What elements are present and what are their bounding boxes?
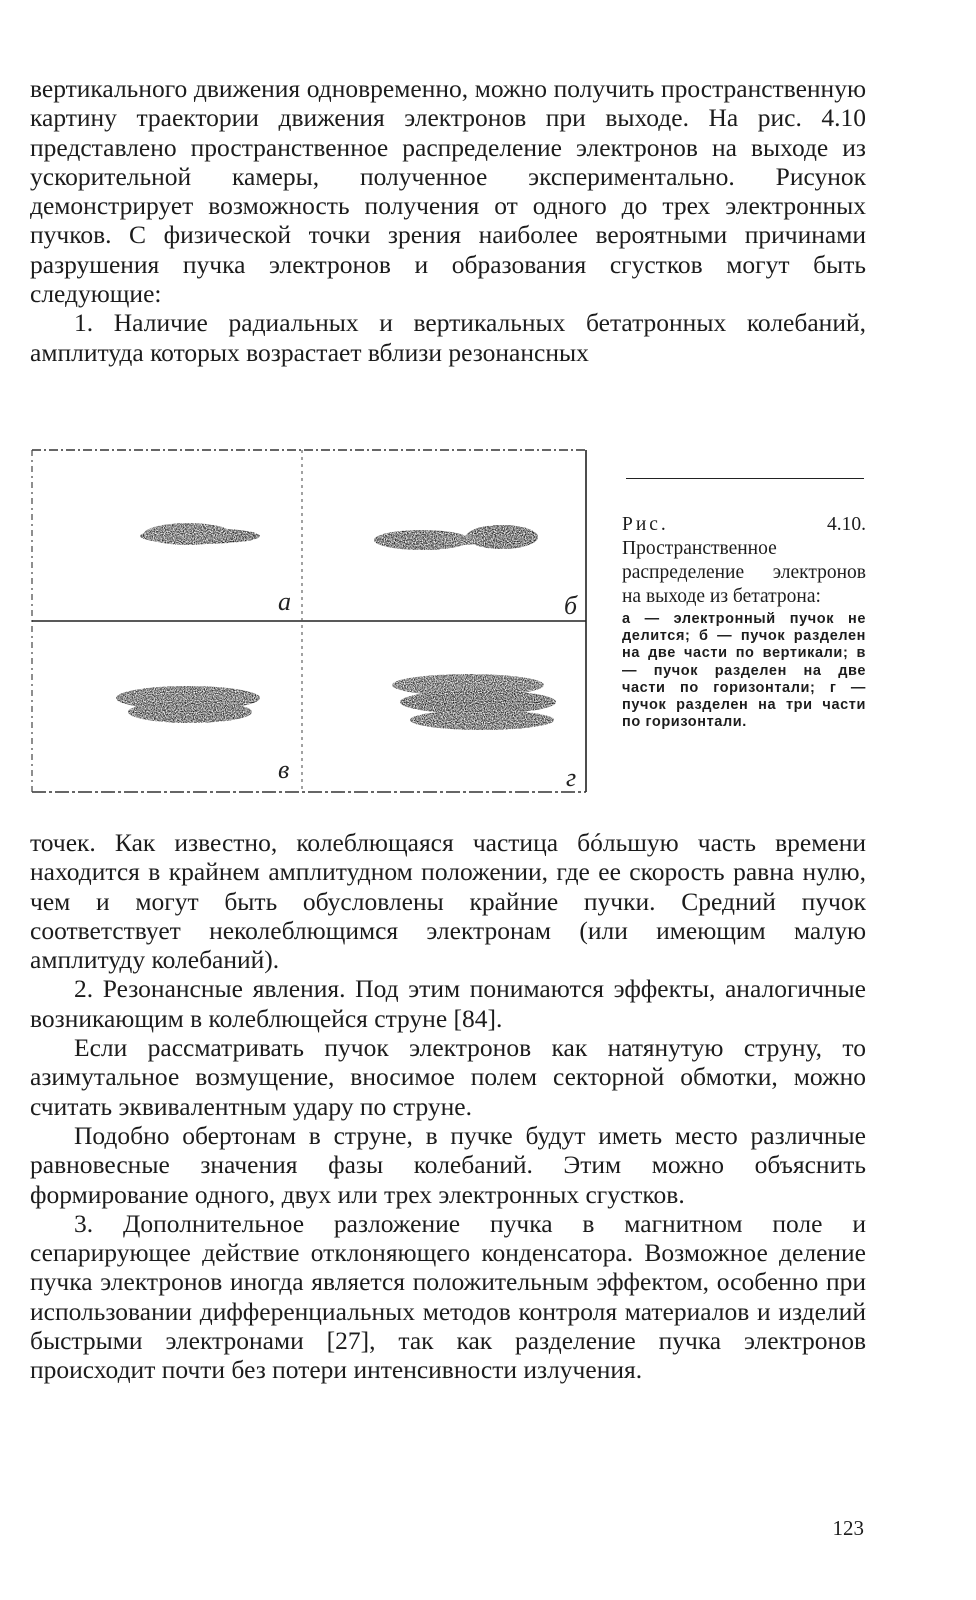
beam-panel-a — [140, 523, 260, 545]
caption-title — [622, 513, 866, 609]
caption-prefix: Рис. — [622, 514, 669, 535]
paragraph: 2. Резонансные явления. Под этим понимаются эффекты, аналогичные возникающим в колеблющейся струне [84]. — [30, 974, 866, 1033]
caption-rule — [626, 478, 864, 479]
figure-4-10 — [30, 448, 588, 794]
panel-label-c: в — [278, 755, 290, 784]
paragraph: Подобно обертонам в струне, в пучке будут иметь место различные равновесные значения фазы колебаний. Этим можно объяснить формирование одного, двух или трех электронных сгустков. — [30, 1120, 866, 1209]
caption-title-text: 4.10. Пространственное распределение электронов на выходе из бетатрона: — [622, 514, 866, 607]
panel-label-a: а — [278, 587, 291, 616]
beam-panel-c — [116, 686, 260, 723]
top-text-block — [30, 74, 866, 367]
paragraph: точек. Как известно, колеблющаяся частица бóльшую часть времени находится в крайнем амплитудном положении, где ее скорость равна нулю, чем и могут быть обусловлены крайние пучки. Средний пучок соответствует неколеблющимся электронам (или имеющим малую амплитуду колебаний). — [30, 828, 866, 975]
beam-panel-d — [392, 674, 556, 730]
panel-label-d: г — [566, 763, 577, 792]
paragraph: 3. Дополнительное разложение пучка в магнитном поле и сепарирующее действие отклоняющего конденсатора. Возможное деление пучка электронов иногда является положительным эффектом, особенно при использовании дифференциальных методов контроля материалов и изделий быстрыми электронами [27], так как разделение пучка электронов происходит почти без потери интенсивности излучения. — [30, 1208, 866, 1385]
caption-legend: а — электронный пучок не делится; б — пучок разделен на две части по вертикали; в — пучок разделен на две части по горизонтали; г — пучок разделен на три части по горизонтали. — [622, 611, 866, 731]
paragraph: вертикального движения одновременно, можно получить пространственную картину траектории движения электронов при выходе. На рис. 4.10 представлено пространственное распределение электронов на выходе из ускорительной камеры, полученное экспериментально. Рисунок демонстрирует возможность получения от одного до трех электронных пучков. С физической точки зрения наиболее вероятными причинами разрушения пучка электронов и образования сгустков могут быть следующие: — [30, 74, 866, 309]
paragraph: Если рассматривать пучок электронов как натянутую струну, то азимутальное возмущение, вносимое полем секторной обмотки, можно считать эквивалентным удару по струне. — [30, 1033, 866, 1121]
page-number: 123 — [832, 1516, 864, 1540]
figure-caption — [622, 513, 866, 731]
bottom-text-block — [30, 828, 866, 1385]
panel-label-b: б — [564, 591, 578, 620]
beam-panel-b — [374, 525, 538, 550]
paragraph: 1. Наличие радиальных и вертикальных бетатронных колебаний, амплитуда которых возрастает вблизи резонансных — [30, 308, 866, 367]
